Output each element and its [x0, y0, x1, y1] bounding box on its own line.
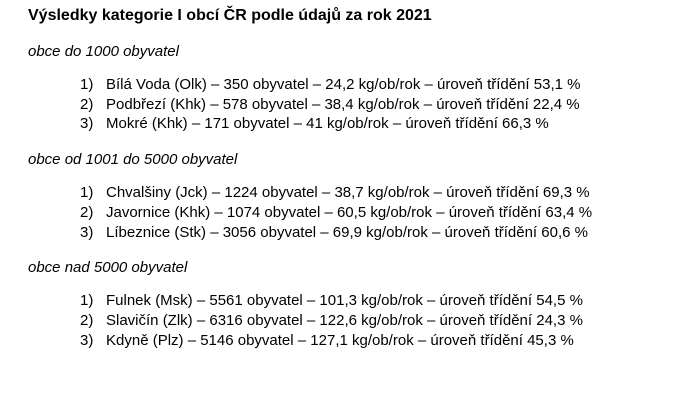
list-number: 3) [80, 331, 94, 349]
list-number: 3) [80, 115, 94, 133]
list-item [28, 203, 668, 223]
list-text: Slavičín (Zlk) – 6316 obyvatel – 122,6 kg/ob/rok – úroveň třídění 24,3 % [106, 311, 583, 329]
list-item [28, 223, 668, 243]
document [28, 6, 668, 350]
list-item [28, 114, 668, 134]
ranking-list [28, 183, 668, 242]
list-number: 3) [80, 223, 94, 241]
section-medium-municipalities [28, 151, 668, 242]
list-item [28, 75, 668, 95]
list-number: 1) [80, 76, 94, 93]
list-item [28, 95, 668, 115]
list-number: 2) [80, 95, 94, 113]
list-item [28, 291, 668, 311]
list-text: Bílá Voda (Olk) – 350 obyvatel – 24,2 kg/ob/rok – úroveň třídění 53,1 % [106, 76, 581, 93]
list-item [28, 311, 668, 331]
document-title: Výsledky kategorie I obcí ČR podle údajů za rok 2021 [28, 7, 432, 24]
list-text: Mokré (Khk) – 171 obyvatel – 41 kg/ob/rok – úroveň třídění 66,3 % [106, 115, 549, 133]
section-small-municipalities [28, 43, 668, 134]
list-text: Fulnek (Msk) – 5561 obyvatel – 101,3 kg/ob/rok – úroveň třídění 54,5 % [106, 292, 583, 310]
list-text: Podbřezí (Khk) – 578 obyvatel – 38,4 kg/ob/rok – úroveň třídění 22,4 % [106, 95, 580, 113]
section-heading: obce do 1000 obyvatel [28, 43, 179, 60]
section-large-municipalities [28, 259, 668, 350]
list-text: Líbeznice (Stk) – 3056 obyvatel – 69,9 kg/ob/rok – úroveň třídění 60,6 % [106, 223, 588, 241]
ranking-list [28, 291, 668, 350]
list-item [28, 331, 668, 351]
list-text: Kdyně (Plz) – 5146 obyvatel – 127,1 kg/ob/rok – úroveň třídění 45,3 % [106, 331, 574, 349]
list-number: 1) [80, 292, 94, 310]
list-number: 1) [80, 184, 94, 202]
list-text: Chvalšiny (Jck) – 1224 obyvatel – 38,7 kg/ob/rok – úroveň třídění 69,3 % [106, 184, 590, 202]
list-text: Javornice (Khk) – 1074 obyvatel – 60,5 kg/ob/rok – úroveň třídění 63,4 % [106, 203, 593, 221]
list-number: 2) [80, 311, 94, 329]
ranking-list [28, 75, 668, 134]
list-item [28, 183, 668, 203]
section-heading: obce nad 5000 obyvatel [28, 259, 188, 277]
section-heading: obce od 1001 do 5000 obyvatel [28, 151, 238, 169]
list-number: 2) [80, 203, 94, 221]
